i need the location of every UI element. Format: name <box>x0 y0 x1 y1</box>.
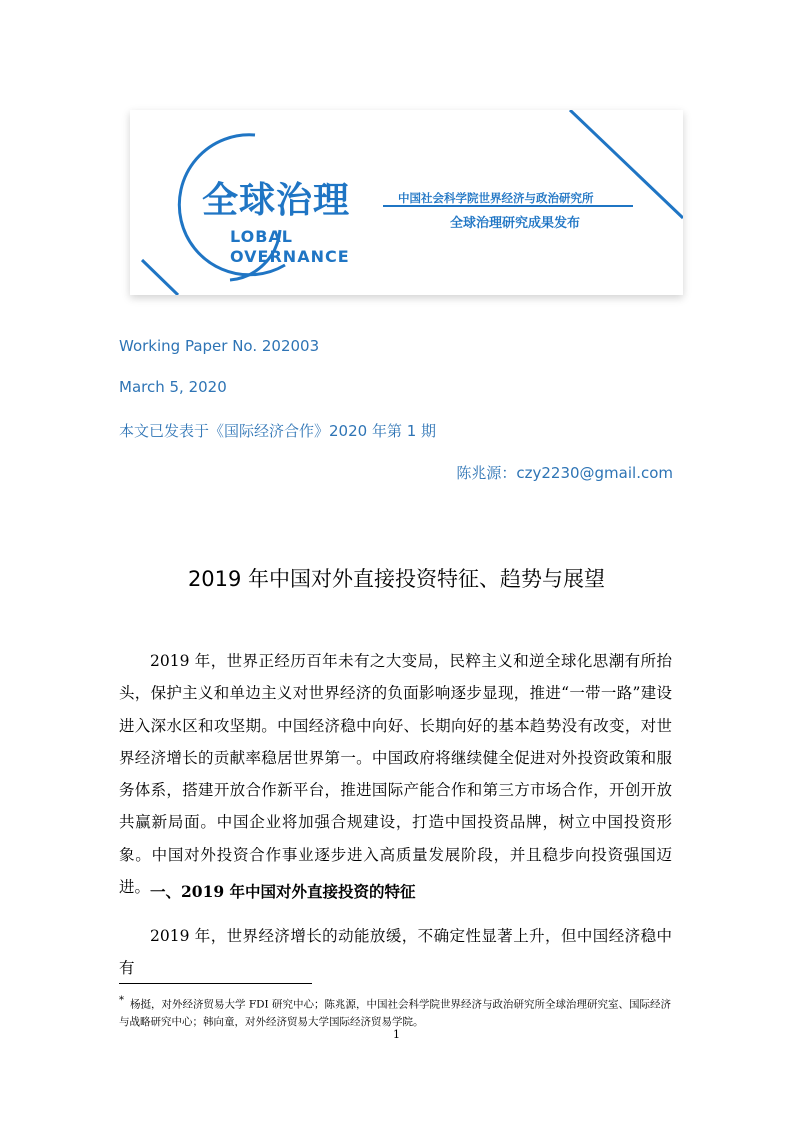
author-contact: 陈兆源：czy2230@gmail.com <box>456 464 673 482</box>
footnote-marker: * <box>119 995 124 1006</box>
page-number: 1 <box>393 1028 400 1041</box>
footnote-rule <box>119 983 312 984</box>
footnote-text: 杨挺，对外经济贸易大学 FDI 研究中心；陈兆源，中国社会科学院世界经济与政治研究所全球治理研究室、国际经济与战略研究中心；韩向童，对外经济贸易大学国际经济贸易学院。 <box>119 998 672 1028</box>
banner-en-line1: LOBAL <box>230 227 293 246</box>
banner-title-cn: 全球治理 <box>202 180 351 221</box>
banner-org: 中国社会科学院世界经济与政治研究所 <box>398 191 594 205</box>
abstract-paragraph: 2019 年，世界正经历百年未有之大变局，民粹主义和逆全球化思潮有所抬头，保护主义和单边主义对世界经济的负面影响逐步显现，推进“一带一路”建设进入深水区和攻坚期。中国经济稳中向好、长期向好的基本趋势没有改变，对世界经济增长的贡献率稳居世界第一。中国政府将继续健全促进对外投资政策和服务体系，搭建开放合作新平台，推进国际产能合作和第三方市场合作，开创开放共赢新局面。中国企业将加强合规建设，打造中国投资品牌，树立中国投资形象。中国对外投资合作事业逐步进入高质量发展阶段，并且稳步向投资强国迈进。 <box>119 652 672 897</box>
paper-number: Working Paper No. 202003 <box>119 337 320 355</box>
banner-en-line2: OVERNANCE <box>230 247 350 266</box>
logo-diagonal-left <box>142 260 178 295</box>
section-1-paragraph: 2019 年，世界经济增长的动能放缓，不确定性显著上升，但中国经济稳中有 <box>119 927 672 978</box>
header-banner <box>130 110 683 295</box>
publication-note: 本文已发表于《国际经济合作》2020 年第 1 期 <box>119 422 437 440</box>
banner-subtitle: 全球治理研究成果发布 <box>450 216 581 231</box>
footnote <box>119 992 674 1031</box>
article-title: 2019 年中国对外直接投资特征、趋势与展望 <box>187 567 606 591</box>
section-1-heading: 一、2019 年中国对外直接投资的特征 <box>150 882 416 901</box>
paper-date: March 5, 2020 <box>119 378 227 396</box>
